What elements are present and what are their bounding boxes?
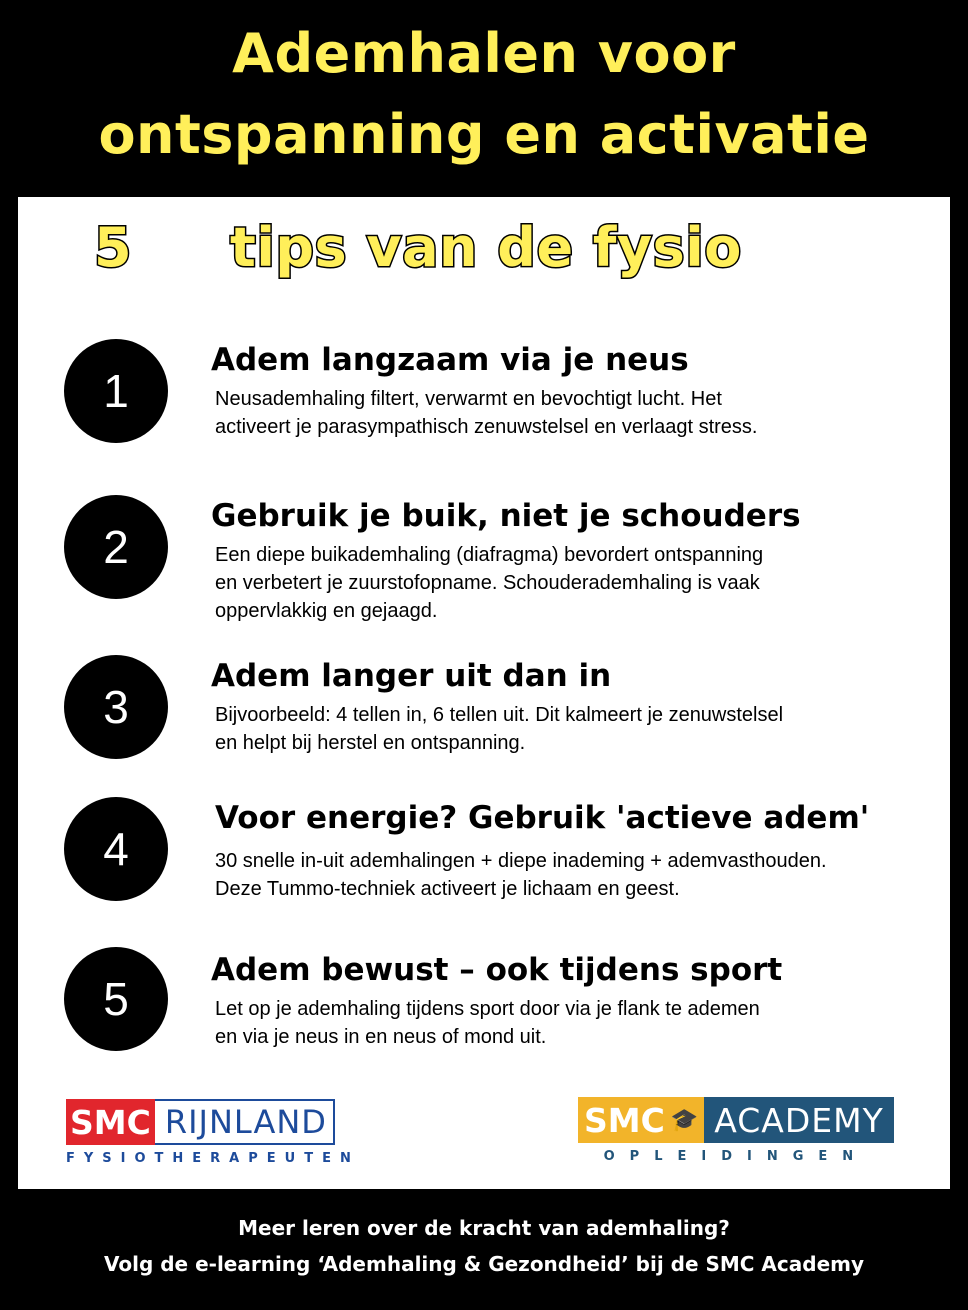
- tip-number-circle: 5: [64, 947, 168, 1051]
- tip-number-circle: 2: [64, 495, 168, 599]
- tip-body-line: oppervlakkig en gejaagd.: [215, 600, 438, 622]
- tip-body: [215, 847, 935, 903]
- graduation-cap-icon: 🎓: [670, 1107, 699, 1133]
- tip-body: [215, 701, 935, 757]
- tip-body-line: Bijvoorbeeld: 4 tellen in, 6 tellen uit. Dit kalmeert je zenuwstelsel: [215, 704, 784, 726]
- tip-number-circle: 3: [64, 655, 168, 759]
- logo-subtitle: FYSIOTHERAPEUTEN: [66, 1151, 360, 1166]
- tip-body: [215, 995, 935, 1051]
- footer-line-1: Meer leren over de kracht van ademhaling?: [238, 1216, 730, 1240]
- smc-rijnland-logo: [66, 1099, 360, 1166]
- logo-brand: [578, 1097, 704, 1143]
- tip-body-line: Neusademhaling filtert, verwarmt en bevochtigt lucht. Het: [215, 388, 722, 410]
- subtitle-text: tips van de fysio: [230, 216, 742, 279]
- tip-body-line: 30 snelle in-uit ademhalingen + diepe inademing + ademvasthouden.: [215, 850, 827, 872]
- tip-number-circle: 4: [64, 797, 168, 901]
- tip-body-line: en helpt bij herstel en ontspanning.: [215, 732, 526, 754]
- logo-name: ACADEMY: [704, 1097, 894, 1143]
- tips-card: [18, 197, 950, 1189]
- tip-body-line: Let op je ademhaling tijdens sport door via je flank te ademen: [215, 998, 760, 1020]
- tip-number-circle: 1: [64, 339, 168, 443]
- tip-body: [215, 541, 935, 625]
- logo-name: RIJNLAND: [155, 1099, 335, 1145]
- tip-title: Adem bewust – ook tijdens sport: [211, 952, 783, 988]
- footer-line-2: Volg de e-learning ‘Ademhaling & Gezondheid’ bij de SMC Academy: [103, 1252, 865, 1276]
- logo-brand: SMC: [66, 1099, 155, 1145]
- tip-title: Voor energie? Gebruik 'actieve adem': [215, 800, 870, 836]
- logo-brand-text: SMC: [584, 1100, 665, 1140]
- smc-academy-logo: [578, 1097, 894, 1164]
- tip-title: Gebruik je buik, niet je schouders: [211, 498, 801, 534]
- tip-title: Adem langzaam via je neus: [211, 342, 689, 378]
- title-line-1: Ademhalen voor: [232, 22, 736, 85]
- tip-body-line: Deze Tummo-techniek activeert je lichaam en geest.: [215, 878, 680, 900]
- tip-title: Adem langer uit dan in: [211, 658, 612, 694]
- tip-body-line: Een diepe buikademhaling (diafragma) bevordert ontspanning: [215, 544, 764, 566]
- subtitle-number: 5: [94, 216, 133, 279]
- title-line-2: ontspanning en activatie: [98, 103, 870, 166]
- logo-subtitle: OPLEIDINGEN: [603, 1149, 869, 1164]
- tip-body-line: activeert je parasympathisch zenuwstelsel en verlaagt stress.: [215, 416, 758, 438]
- tip-body: [215, 385, 935, 441]
- tip-body-line: en via je neus in en neus of mond uit.: [215, 1026, 547, 1048]
- tip-body-line: en verbetert je zuurstofopname. Schouderademhaling is vaak: [215, 572, 760, 594]
